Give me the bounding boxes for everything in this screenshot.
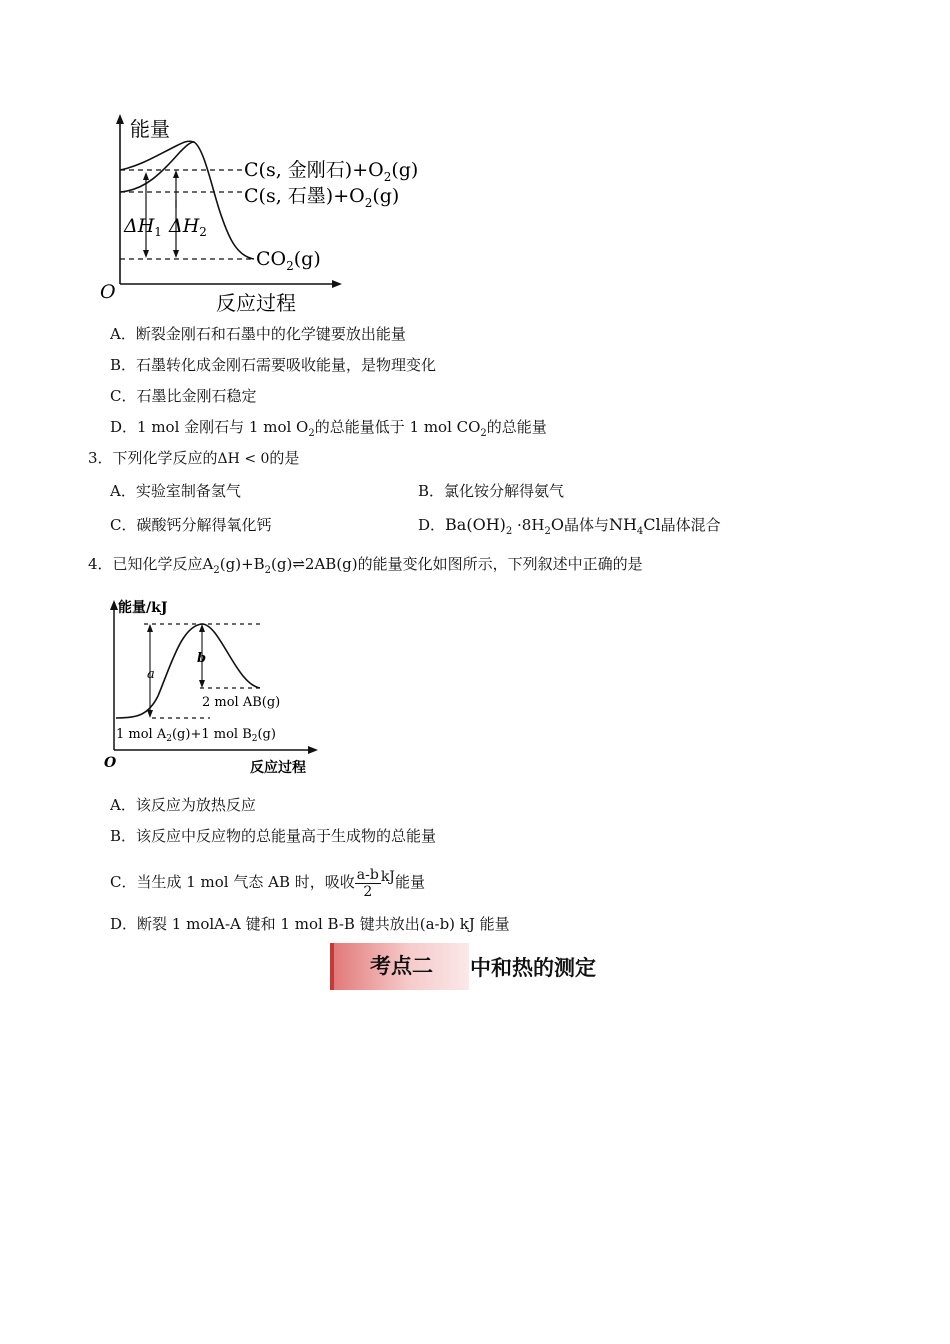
fraction: $\frac{a-b}{2}$ (356, 866, 379, 900)
y-axis-arrow (110, 600, 118, 610)
q4-stem: 4．已知化学反应$A_2(g)+B_2(g)\rightleftharpoons 2AB(g)$的能量变化如图所示，下列叙述中正确的是 (88, 555, 643, 576)
dh2-label: $\Delta H_2$ (169, 215, 207, 239)
section-title: 中和热的测定 (470, 956, 596, 980)
y-axis-arrow (116, 114, 124, 124)
q4-option-d: D．断裂 1 molA-A 键和 1 mol B-B 键共放出(a-b) kJ 能量 (110, 915, 510, 933)
q3-stem: 3．下列化学反应的ΔH < 0的是 (88, 449, 300, 467)
y-axis-label: 能量/kJ (118, 600, 168, 616)
x-axis-label: 反应过程 (216, 291, 296, 315)
reactant-label: 1 mol $A_2(g)+1$ mol $B_2(g)$ (116, 727, 276, 744)
diamond-curve (120, 141, 254, 259)
energy-diagram-carbon (96, 108, 436, 318)
a-label: a (147, 667, 155, 682)
a-arrow-head-bottom (147, 710, 153, 718)
energy-diagram-ab (96, 592, 326, 777)
a-arrow-head-top (147, 624, 153, 632)
q4-option-c: C．当生成 1 mol 气态 AB 时，吸收 $\frac{a-b}{2}$ kJ能量 (110, 866, 425, 900)
b-arrow-head-bottom (199, 680, 205, 688)
q2-option-a: A．断裂金刚石和石墨中的化学键要放出能量 (110, 325, 406, 343)
q2-option-c: C．石墨比金刚石稳定 (110, 387, 257, 405)
y-axis-label: 能量 (130, 117, 170, 141)
graphite-level-label: C(s, 石墨)$+O_2(g)$ (244, 185, 400, 210)
dh1-arrow-head-bottom (143, 250, 149, 258)
q3-option-b: B．氯化铵分解得氨气 (418, 482, 565, 500)
q2-option-b: B．石墨转化成金刚石需要吸收能量，是物理变化 (110, 356, 437, 374)
q3-option-a: A．实验室制备氢气 (110, 482, 241, 500)
section-badge: 考点二 (330, 943, 469, 990)
q4-option-a: A．该反应为放热反应 (110, 796, 256, 814)
dh1-arrow-head-top (143, 172, 149, 180)
b-arrow-head-top (199, 624, 205, 632)
q4-option-b: B．该反应中反应物的总能量高于生成物的总能量 (110, 827, 437, 845)
origin-label: O (100, 281, 116, 303)
dh2-arrow-head-bottom (173, 250, 179, 258)
product-label: 2 mol AB(g) (202, 695, 281, 710)
q3-option-d: D．$Ba(OH)_2 \cdot 8H_2O$晶体与$NH_4Cl$晶体混合 (418, 515, 721, 537)
x-axis-label: 反应过程 (250, 760, 306, 776)
co2-level-label: $CO_2(g)$ (256, 248, 321, 273)
q2-option-d: D．1 mol 金刚石与 1 mol $O_2$的总能量低于 1 mol $CO_2$的总能量 (110, 418, 547, 439)
x-axis-arrow (308, 746, 318, 754)
diamond-level-label: C(s, 金刚石)$+O_2(g)$ (244, 159, 419, 184)
origin-label: O (104, 755, 117, 771)
dh1-label: $\Delta H_1$ (124, 215, 162, 239)
x-axis-arrow (332, 280, 342, 288)
b-label: b (197, 651, 207, 666)
q3-option-c: C．碳酸钙分解得氧化钙 (110, 516, 272, 534)
